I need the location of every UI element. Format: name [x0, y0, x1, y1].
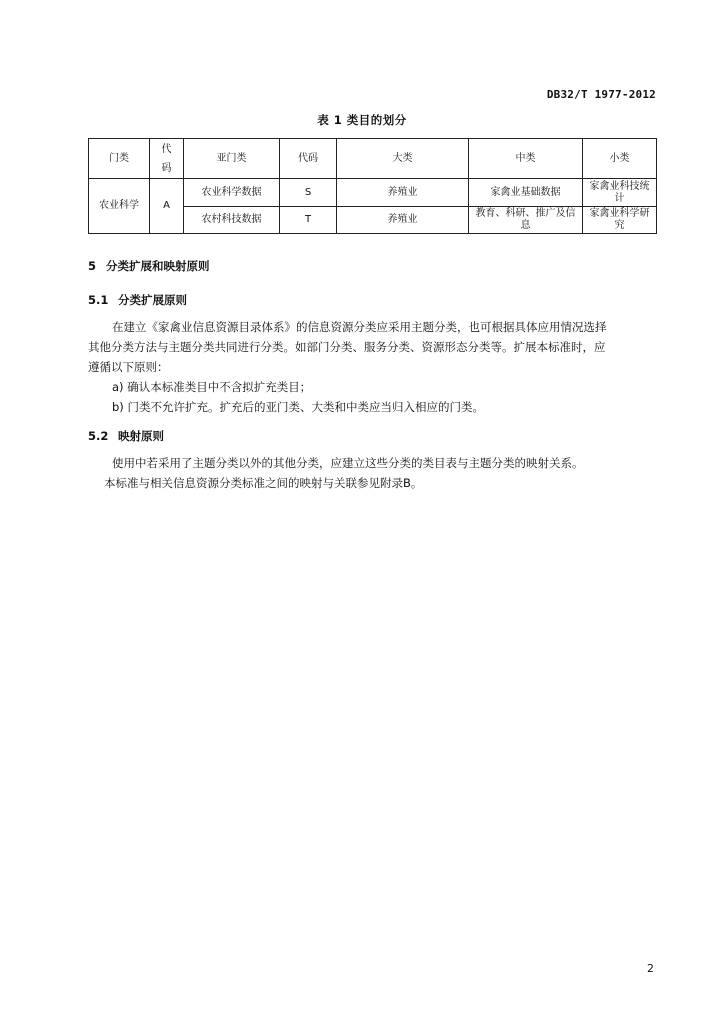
sub-code-cell: S — [280, 179, 337, 206]
table-header-row — [89, 139, 657, 179]
mid-cell: 家禽业基础数据 — [469, 179, 583, 206]
large-cell: 养殖业 — [337, 179, 469, 206]
sub-cell: 农业科学数据 — [184, 179, 280, 206]
header-sub-code: 代码 — [280, 139, 337, 179]
header-sub: 亚门类 — [184, 139, 280, 179]
section-5-2-heading — [88, 428, 164, 444]
header-small: 小类 — [583, 139, 657, 179]
section-5-title: 分类扩展和映射原则 — [106, 259, 210, 273]
section-5-2-title: 映射原则 — [118, 429, 164, 443]
sub-code-cell: T — [280, 206, 337, 233]
major-cell: 农业科学 — [89, 179, 150, 234]
para-5-2-line-2: 本标准与相关信息资源分类标准之间的映射与关联参见附录B。 — [104, 476, 423, 490]
major-code-cell: A — [150, 179, 184, 234]
sub-cell: 农村科技数据 — [184, 206, 280, 233]
section-5-heading — [88, 258, 210, 274]
section-5-number: 5 — [88, 259, 97, 273]
section-5-1-number: 5.1 — [88, 293, 109, 307]
table-title: 表 1 类目的划分 — [317, 113, 407, 127]
para-5-1-line-2: 其他分类方法与主题分类共同进行分类。如部门分类、服务分类、资源形态分类等。扩展本标准时，应 — [88, 340, 606, 354]
para-5-2-line-1: 使用中若采用了主题分类以外的其他分类，应建立这些分类的类目表与主题分类的映射关系。 — [112, 456, 584, 470]
small-cell: 家禽业科学研究 — [583, 206, 657, 233]
para-5-1-line-1: 在建立《家禽业信息资源目录体系》的信息资源分类应采用主题分类，也可根据具体应用情况选择 — [112, 320, 607, 334]
para-5-1-line-3: 遵循以下原则： — [88, 360, 169, 374]
small-cell: 家禽业科技统计 — [583, 179, 657, 206]
large-cell: 养殖业 — [337, 206, 469, 233]
section-5-1-title: 分类扩展原则 — [118, 293, 187, 307]
section-5-1-heading — [88, 292, 187, 308]
header-major-code-label: 代码 — [161, 143, 172, 174]
mid-cell: 教育、科研、推广及信息 — [469, 206, 583, 233]
header-large: 大类 — [337, 139, 469, 179]
list-item-a: a) 确认本标准类目中不含拟扩充类目； — [112, 380, 312, 394]
header-major: 门类 — [89, 139, 150, 179]
list-item-b: b) 门类不允许扩充。扩充后的亚门类、大类和中类应当归入相应的门类。 — [112, 400, 484, 414]
page-number: 2 — [647, 962, 654, 975]
table-row — [89, 179, 657, 206]
standard-code: DB32/T 1977-2012 — [546, 88, 656, 101]
section-5-2-number: 5.2 — [88, 429, 109, 443]
category-table — [88, 138, 657, 234]
header-major-code — [150, 139, 184, 179]
header-mid: 中类 — [469, 139, 583, 179]
